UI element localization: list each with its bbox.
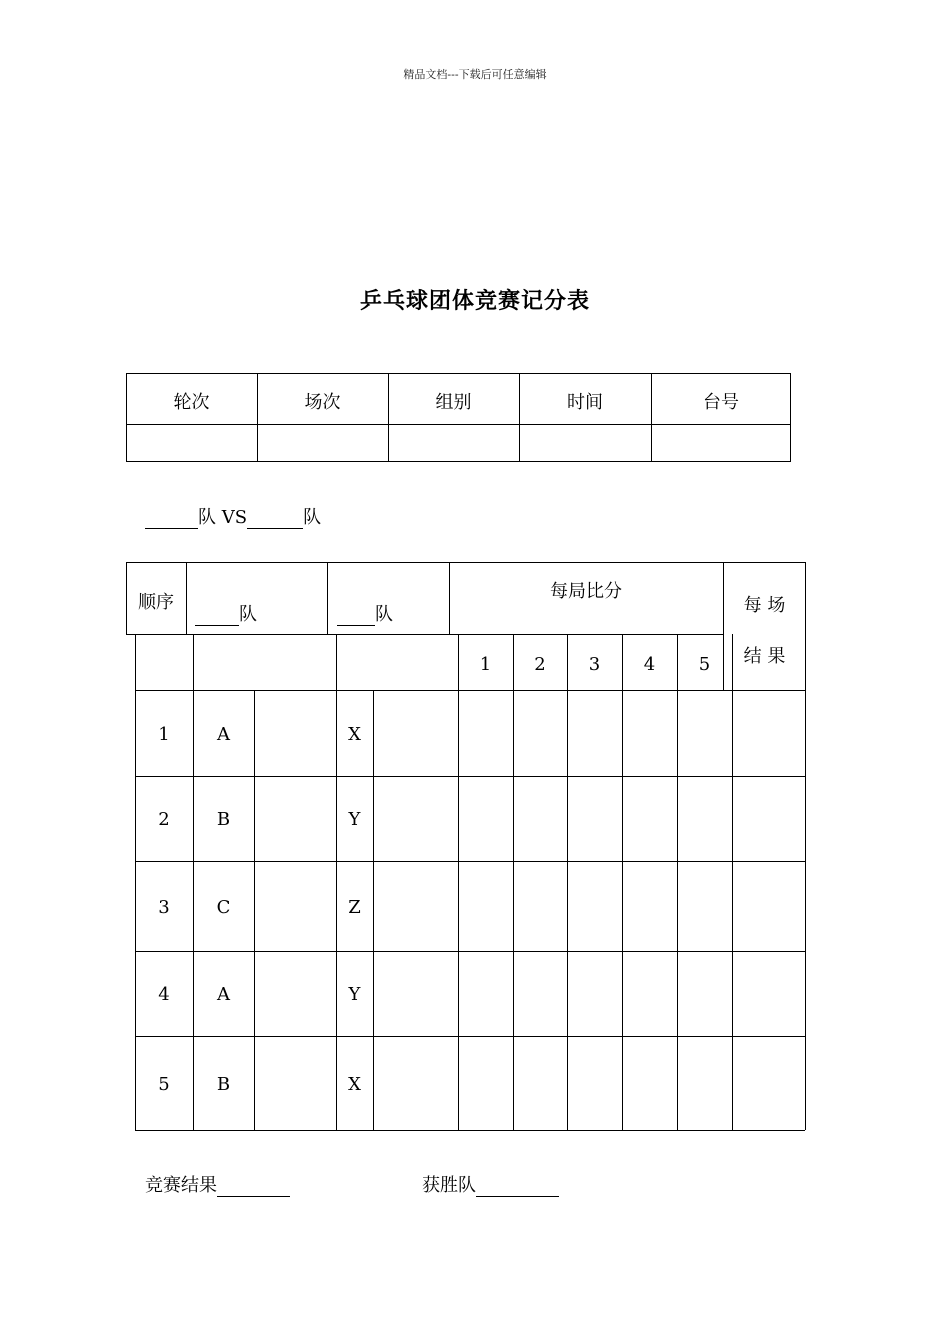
- header-round: 轮次: [173, 392, 210, 413]
- row-team-a-player: B: [216, 1074, 231, 1095]
- per-match-result-header-line1: 每 场: [743, 595, 786, 616]
- header-group: 组别: [435, 392, 472, 413]
- game-number-2: 2: [534, 654, 546, 675]
- watermark-header: 精品文档---下载后可任意编辑: [403, 68, 547, 81]
- header-match: 场次: [304, 392, 341, 413]
- team-1-suffix: 队: [198, 507, 216, 528]
- team-a-blank: [195, 605, 239, 626]
- row-team-b-player: Y: [348, 984, 361, 1005]
- row-order: 2: [158, 809, 170, 830]
- row-team-a-player: A: [217, 724, 230, 745]
- result-blank: [217, 1176, 290, 1197]
- team-b-blank: [337, 605, 375, 626]
- row-team-b-player: X: [348, 1074, 361, 1095]
- row-team-a-player: A: [217, 984, 230, 1005]
- row-team-a-player: B: [216, 809, 231, 830]
- winner-field: [422, 1171, 559, 1197]
- row-team-b-player: Z: [348, 897, 361, 918]
- game-number-5: 5: [698, 654, 711, 675]
- game-number-3: 3: [588, 654, 601, 675]
- row-order: 1: [158, 724, 170, 745]
- team-2-suffix: 队: [303, 507, 322, 528]
- row-order: 4: [158, 984, 170, 1005]
- team-b-suffix: 队: [375, 604, 393, 625]
- team-1-blank: [145, 508, 198, 529]
- game-number-4: 4: [643, 654, 656, 675]
- team-a-suffix: 队: [239, 604, 257, 625]
- result-field: [145, 1171, 290, 1197]
- page-title: 乒乓球团体竞赛记分表: [359, 288, 590, 314]
- row-order: 5: [158, 1074, 170, 1095]
- order-header: 顺序: [138, 592, 174, 613]
- vs-line: [145, 503, 321, 529]
- team-b-header: [337, 600, 393, 626]
- per-match-result-header-line2: 结 果: [743, 646, 786, 667]
- winner-blank: [476, 1176, 559, 1197]
- row-team-a-player: C: [216, 897, 231, 918]
- header-time: 时间: [567, 392, 603, 413]
- row-team-b-player: X: [348, 724, 361, 745]
- per-game-score-header: 每局比分: [550, 581, 622, 602]
- game-number-1: 1: [479, 654, 492, 675]
- team-a-header: [195, 600, 257, 626]
- row-team-b-player: Y: [348, 809, 361, 830]
- vs-text: VS: [221, 507, 248, 528]
- header-table-number: 台号: [703, 392, 739, 413]
- row-order: 3: [158, 897, 170, 918]
- result-label: 竞赛结果: [145, 1175, 217, 1196]
- team-2-blank: [247, 508, 303, 529]
- winner-label: 获胜队: [422, 1175, 476, 1196]
